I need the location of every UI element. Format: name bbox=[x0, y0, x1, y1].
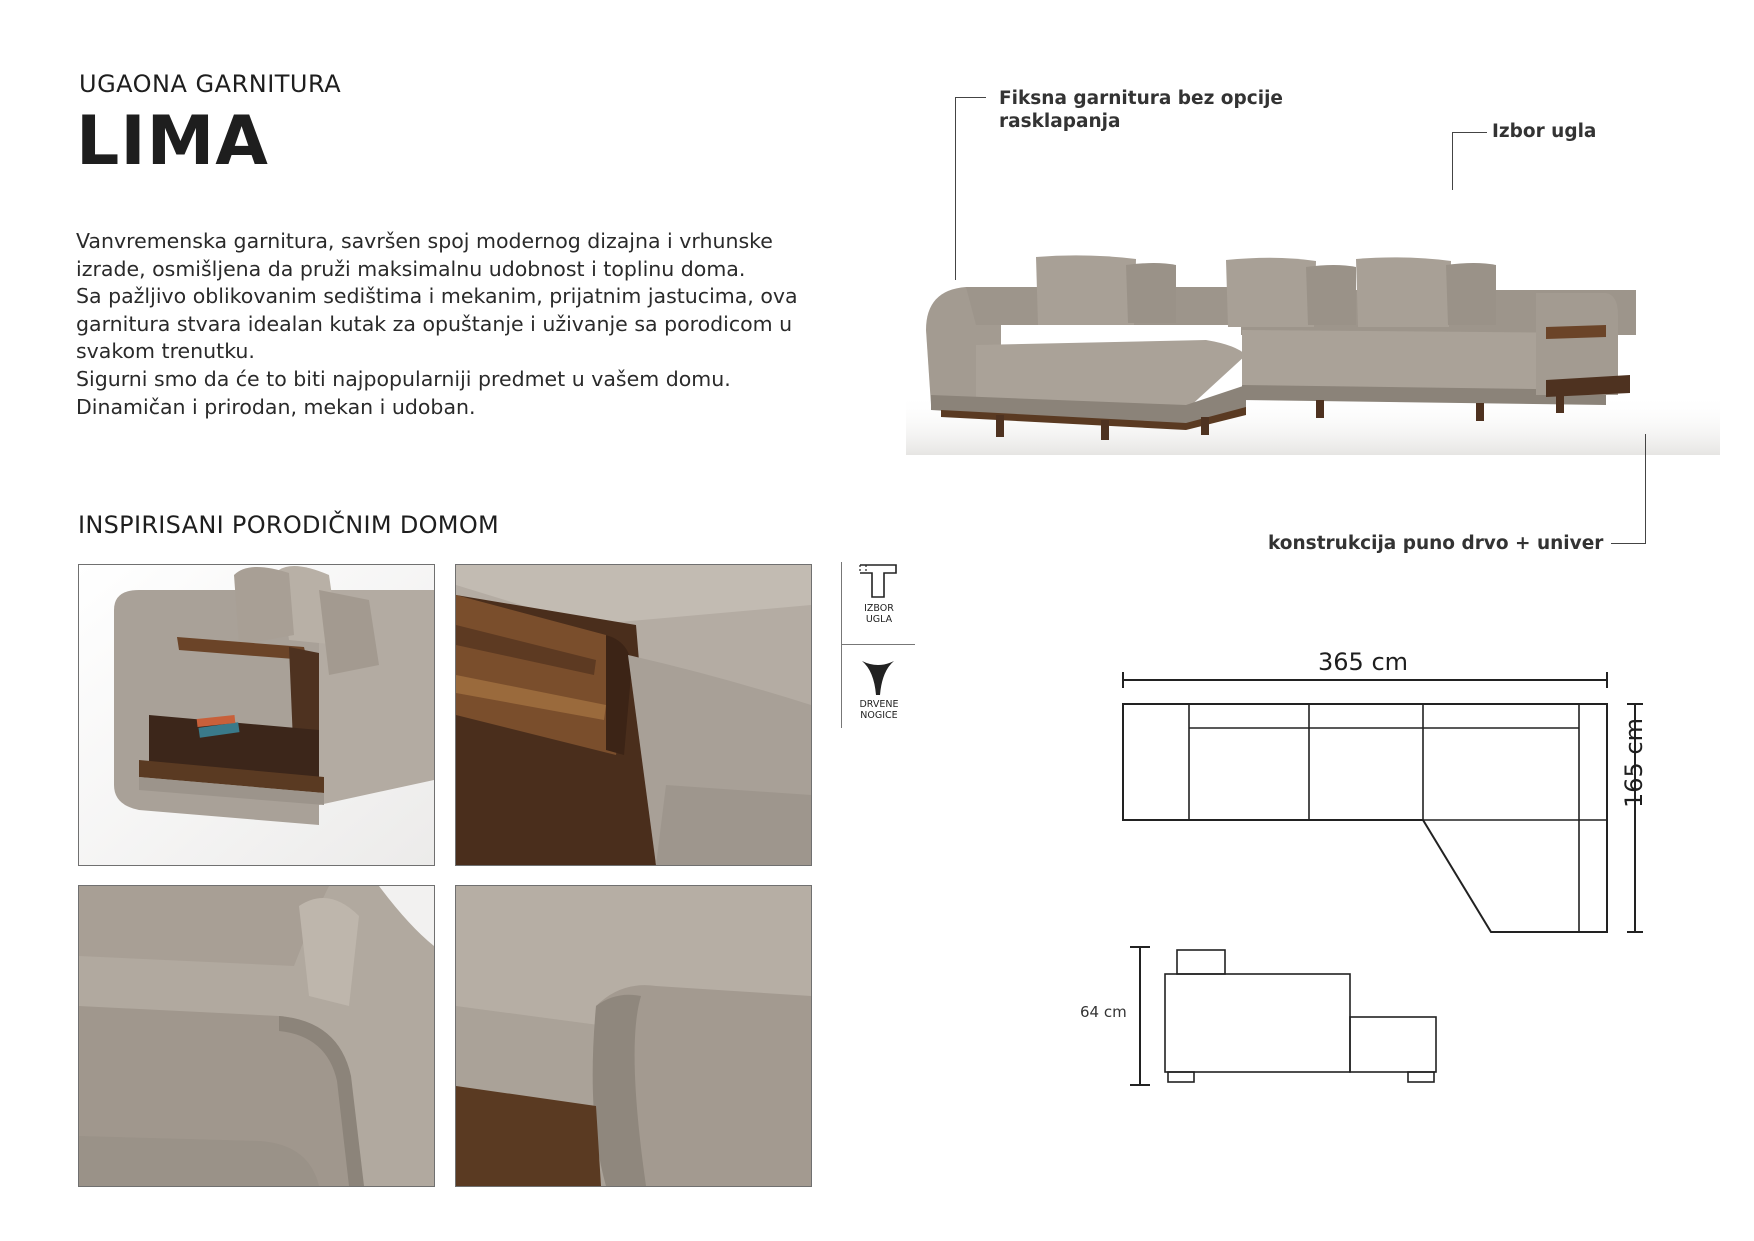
photo-fabric-detail bbox=[455, 885, 812, 1187]
top-view-drawing bbox=[1115, 660, 1715, 960]
sofa-hero-image bbox=[906, 245, 1720, 455]
corner-choice-icon bbox=[858, 563, 898, 599]
product-description: Vanvremenska garnitura, savršen spoj modernog dizajna i vrhunske izrade, osmišljena da pruži maksimalnu udobnost i toplinu doma. Sa pažljivo oblikovanim sedištima i mekanim, prijatnim jastucima, ova garnitura stvara idealan kutak za opuštanje i uživanje sa porodicom u svakom trenutku. Sigurni smo da će to biti najpopularniji predmet u vašem domu. Dinamičan i prirodan, mekan i udoban. bbox=[76, 229, 798, 419]
photo-seat-corner bbox=[78, 885, 435, 1187]
callout-fixed: Fiksna garnitura bez opcije rasklapanja bbox=[999, 88, 1283, 132]
gallery-heading: INSPIRISANI PORODIČNIM DOMOM bbox=[78, 511, 500, 539]
callout-construction: konstrukcija puno drvo + univer bbox=[1268, 533, 1604, 554]
feature-legs-label: DRVENE NOGICE bbox=[859, 699, 899, 721]
callout-line-corner bbox=[1452, 132, 1487, 190]
callout-line-fixed bbox=[955, 97, 986, 280]
photo-wood-armrest bbox=[455, 564, 812, 866]
side-view-drawing bbox=[1120, 945, 1460, 1095]
height-dimension-label: 64 cm bbox=[1080, 1003, 1127, 1021]
wooden-legs-icon bbox=[860, 657, 896, 697]
feature-divider-horizontal bbox=[841, 644, 915, 645]
callout-corner: Izbor ugla bbox=[1492, 121, 1597, 142]
feature-divider-vertical bbox=[841, 562, 842, 728]
feature-corner-label: IZBOR UGLA bbox=[864, 603, 894, 625]
callout-line-construction bbox=[1611, 434, 1646, 544]
depth-dimension-label: 165 cm bbox=[1620, 717, 1648, 808]
photo-side-table bbox=[78, 564, 435, 866]
width-dimension-label: 365 cm bbox=[1318, 648, 1409, 676]
product-category: UGAONA GARNITURA bbox=[79, 70, 342, 98]
product-title: LIMA bbox=[76, 102, 269, 181]
